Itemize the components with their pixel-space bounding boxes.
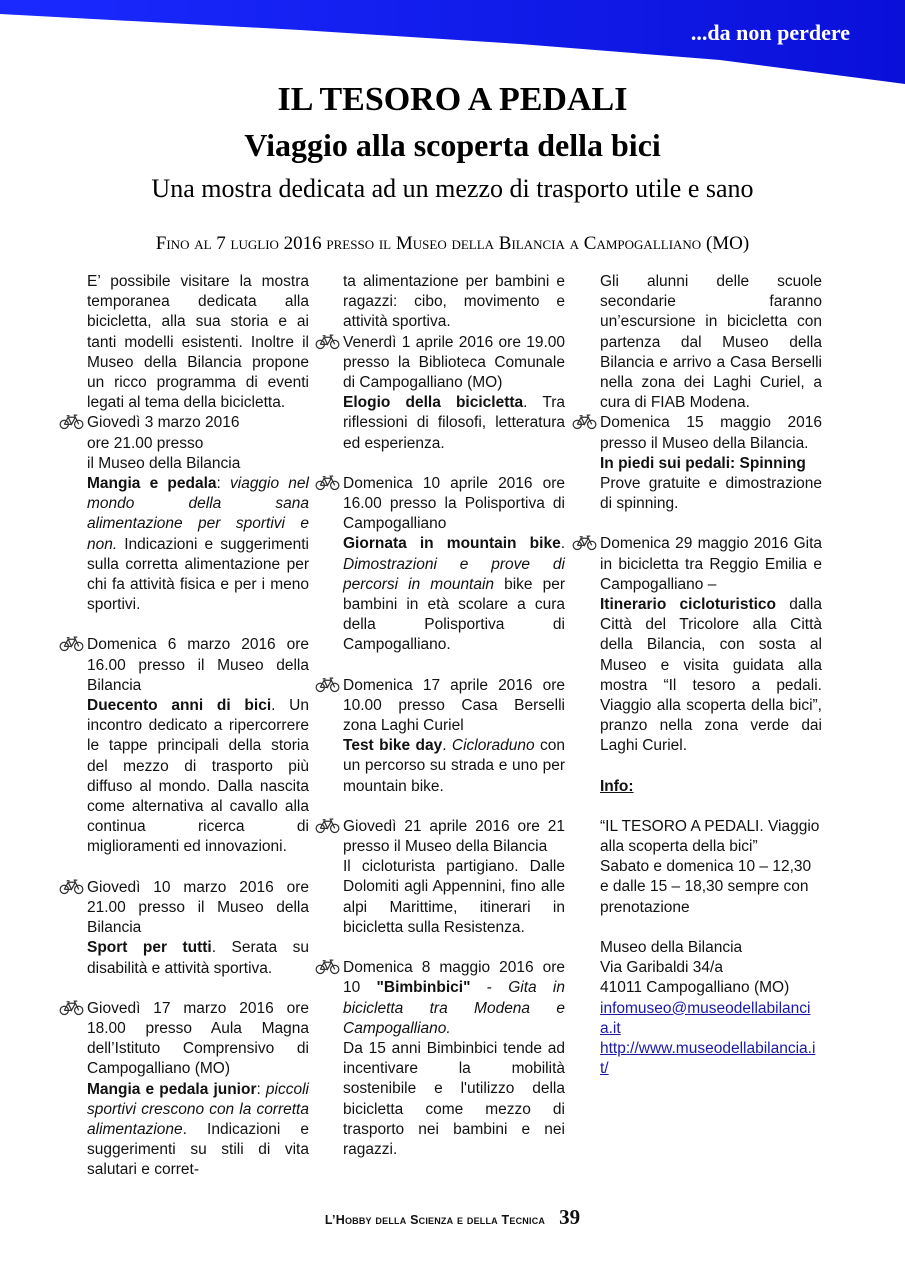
event-date: Giovedì 3 marzo 2016 ore 21.00 presso il Museo della Bilancia [87, 414, 241, 472]
info-box [600, 777, 822, 1080]
event-date: Domenica 6 marzo 2016 ore 16.00 presso il Museo della Bilancia [87, 636, 309, 694]
article-subtitle: Una mostra dedicata ad un mezzo di trasporto utile e sano [151, 174, 754, 203]
event-date: Giovedì 10 marzo 2016 ore 21.00 presso il Museo della Bilancia [87, 878, 309, 937]
bicycle-icon [315, 334, 340, 350]
event-title: Test bike day [343, 737, 443, 755]
event-title: Giornata in mountain bike [343, 535, 561, 553]
event-description: Il cicloturista partigiano. Dalle Dolomiti agli Appennini, fino alle alpi Marittime, itinerari in bicicletta sulla Resistenza. [343, 858, 565, 936]
event-date: Giovedì 21 aprile 2016 ore 21 presso il Museo della Bilancia [343, 817, 565, 856]
event-title: Mangia e pedala junior [87, 1080, 257, 1098]
bicycle-icon [315, 818, 340, 834]
event-description: dalla Città del Tricolore alla Città della Bilancia, con sosta al Museo e visita guidata alla mostra “Il tesoro a pedali. Viaggio alla scoperta della bici”, pranzo nella zona verde dai Laghi Curiel. [600, 596, 822, 755]
bicycle-icon [315, 677, 340, 693]
event-date: Domenica 15 maggio 2016 presso il Museo della Bilancia. [600, 414, 822, 452]
event-item [343, 474, 565, 656]
event-item [343, 676, 565, 797]
event-description: . Indicazioni e suggerimenti su stili di vita salutari e corret- [87, 1120, 309, 1179]
event-subtitle: Dimostrazioni e prove di percorsi in mountain [343, 555, 565, 593]
section-tag: ...da non perdere [690, 20, 850, 45]
event-description: . Serata su disabilità e attività sportiva. [87, 939, 309, 977]
continued-paragraph: ta alimentazione per bambini e ragazzi: cibo, movimento e attività sportiva. [343, 273, 565, 331]
event-description: Indicazioni e suggerimenti sulla corretta alimentazione per chi fa attività fisica e per i meno sportivi. [87, 535, 309, 614]
info-city: 41011 Campogalliano (MO) [600, 979, 790, 997]
event-date: Domenica 10 aprile 2016 ore 16.00 presso la Polisportiva di Campogalliano [343, 474, 565, 533]
event-separator: . [560, 535, 565, 553]
bicycle-icon [572, 535, 597, 551]
event-separator: . [442, 737, 452, 755]
event-separator: - [470, 979, 509, 997]
article-title: IL TESORO A PEDALI [277, 81, 628, 118]
page-number: 39 [559, 1205, 581, 1229]
event-separator: : [256, 1080, 266, 1098]
bicycle-icon [315, 475, 340, 491]
event-subtitle: Cicloraduno [451, 737, 535, 755]
page-footer [0, 1205, 905, 1230]
bicycle-icon [59, 1000, 84, 1016]
event-title: In piedi sui pedali: Spinning [600, 454, 806, 472]
info-opening-hours: Sabato e domenica 10 – 12,30 e dalle 15 – 18,30 sempre con prenotazione [600, 858, 812, 916]
event-item [600, 534, 822, 756]
event-date: Domenica 17 aprile 2016 ore 10.00 presso Casa Berselli zona Laghi Curiel [343, 676, 565, 735]
event-separator: : [216, 475, 230, 493]
event-date: Giovedì 17 marzo 2016 ore 18.00 presso Aula Magna dell’Istituto Comprensivo di Campogalliano (MO) [87, 999, 309, 1078]
bicycle-icon [59, 636, 84, 652]
event-date: Venerdì 1 aprile 2016 ore 19.00 presso la Biblioteca Comunale di Campogalliano (MO) [343, 333, 565, 392]
event-subtitle: viaggio nel mondo della sana alimentazione per sportivi e non. [87, 475, 309, 553]
event-title: Duecento anni di bici [87, 697, 272, 715]
event-title: Mangia e pedala [87, 475, 217, 493]
event-item [343, 958, 565, 1160]
event-item [343, 333, 565, 454]
event-item [87, 635, 309, 857]
event-description: . Tra riflessioni di filosofi, letteratura ed esperienza. [343, 394, 565, 452]
event-item [600, 413, 822, 514]
info-exhibition-title: “IL TESORO A PEDALI. Viaggio alla scoperta della bici” [600, 817, 820, 856]
column-2 [343, 272, 565, 1180]
event-description: con un percorso su strada e uno per mountain bike. [343, 737, 565, 795]
event-date: Domenica 8 maggio 2016 ore 10 [343, 959, 565, 997]
event-subtitle: piccoli sportivi crescono con la corretta alimentazione [87, 1080, 309, 1138]
event-description: Prove gratuite e dimostrazione di spinning. [600, 475, 822, 513]
bicycle-icon [315, 959, 340, 975]
event-title: "Bimbinbici" [376, 979, 471, 997]
event-title: Itinerario cicloturistico [600, 596, 777, 614]
info-museum-name: Museo della Bilancia [600, 938, 743, 956]
info-heading: Info: [600, 777, 634, 795]
event-description: bike per bambini in età scolare a cura della Polisportiva di Campogalliano. [343, 575, 565, 654]
intro-paragraph: E’ possibile visitare la mostra temporanea dedicata alla bicicletta, alla sua storia e ai tanti modelli esistenti. Inoltre il Museo della Bilancia propone un ricco programma di eventi legati al tema della bicicletta. [87, 273, 309, 412]
event-title: Sport per tutti [87, 939, 212, 957]
continued-paragraph: Gli alunni delle scuole secondarie faranno un’escursione in bicicletta con partenza dal Museo della Bilancia e arrivo a Casa Berselli nella zona dei Laghi Curiel, a cura di FIAB Modena. [600, 273, 822, 412]
event-description: Da 15 anni Bimbinbici tende ad incentivare la mobilità sostenibile e l'utilizzo della bicicletta come mezzo di trasporto nei bambini e nei ragazzi. [343, 1039, 565, 1158]
bicycle-icon [59, 879, 84, 895]
event-description: . Un incontro dedicato a ripercorrere le tappe principali della storia del mezzo di trasporto più diffuso al mondo. Dalla nascita come alternativa al cavallo alla continua ricerca di miglioramenti ed innovazioni. [87, 697, 309, 856]
email-link[interactable]: infomuseo@museodellabilancia.it [600, 999, 811, 1037]
article-title-line2: Viaggio alla scoperta della bici [244, 127, 661, 163]
article-location: Fino al 7 luglio 2016 presso il Museo della Bilancia a Campogalliano (MO) [155, 233, 750, 254]
magazine-name: L’Hobby della Scienza e della Tecnica [324, 1213, 546, 1227]
website-link[interactable]: http://www.museodellabilancia.it/ [600, 1039, 816, 1078]
info-street: Via Garibaldi 34/a [600, 959, 723, 977]
event-item [87, 413, 309, 615]
column-1 [87, 272, 309, 1201]
event-item [87, 999, 309, 1181]
event-title: Elogio della bicicletta [343, 394, 524, 412]
event-item [343, 817, 565, 938]
bicycle-icon [572, 414, 597, 430]
event-date: Domenica 29 maggio 2016 Gita in bicicletta tra Reggio Emilia e Campogalliano – [600, 535, 822, 593]
bicycle-icon [59, 414, 84, 430]
event-subtitle: Gita in bicicletta tra Modena e Campogalliano. [343, 979, 565, 1037]
event-item [87, 878, 309, 979]
column-3 [600, 272, 822, 1079]
